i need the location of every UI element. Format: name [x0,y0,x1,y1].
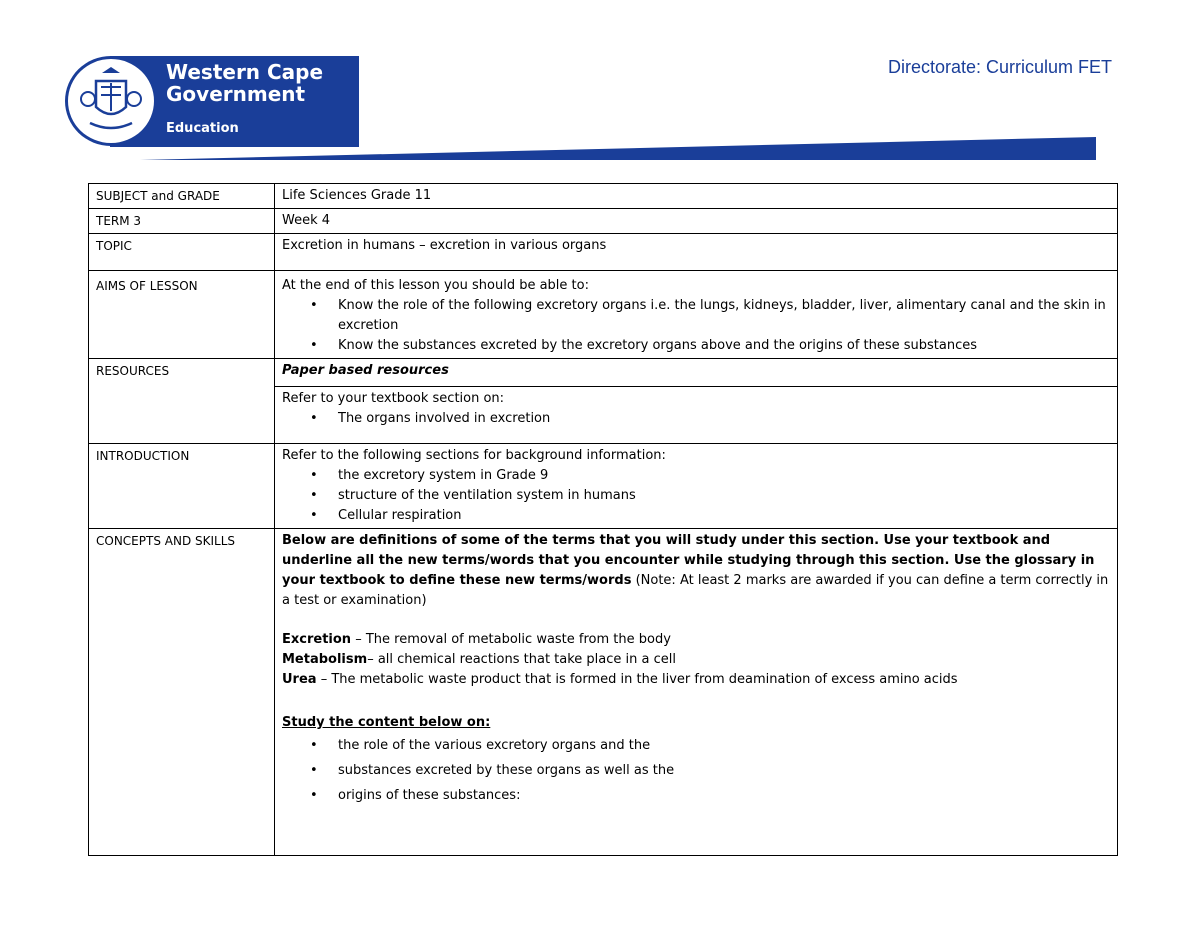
study-heading: Study the content below on: [282,715,491,730]
topic-value: Excretion in humans – excretion in various organs [275,234,1118,271]
definition-text: – The removal of metabolic waste from the body [351,632,671,647]
list-item: • Know the substances excreted by the excretory organs above and the origins of these substances [338,336,1110,356]
definition-item [282,630,1110,650]
definition-term: Metabolism [282,652,368,667]
table-row [89,184,1118,209]
list-item: • origins of these substances: [338,783,1110,808]
definition-text: – all chemical reactions that take place in a cell [367,652,676,667]
aims-label: AIMS OF LESSON [89,271,275,359]
list-item: • substances excreted by these organs as well as the [338,758,1110,783]
introduction-list [282,466,1110,526]
study-heading-wrap [282,713,1110,733]
introduction-label: INTRODUCTION [89,444,275,529]
list-item: • structure of the ventilation system in humans [338,486,1110,506]
logo-title [166,61,323,105]
topic-label: TOPIC [89,234,275,271]
resources-cell [275,387,1118,444]
subject-label: SUBJECT and GRADE [89,184,275,209]
term-value: Week 4 [275,209,1118,234]
aims-list [282,296,1110,356]
definition-item [282,650,1110,670]
table-row [89,234,1118,271]
introduction-intro: Refer to the following sections for background information: [282,448,666,463]
definition-term: Excretion [282,632,352,647]
term-label: TERM 3 [89,209,275,234]
lesson-plan-table [88,183,1118,856]
definition-item [282,670,1110,690]
table-row [89,444,1118,529]
resources-label: RESOURCES [89,359,275,444]
concepts-paragraph-note: (Note: At least 2 marks are awarded if you can define a term correctly in a test or examination) [282,573,1109,608]
concepts-paragraph-bold: Below are definitions of some of the terms that you will study under this section. Use your textbook and underline all the new terms/words that you encounter while studying through this section. Use the glossary in your textbook to define these new terms/words [282,533,1095,588]
table-row [89,529,1118,856]
header-swoosh [140,134,1100,164]
logo-title-line2: Government [166,82,306,106]
table-row [89,359,1118,387]
resources-intro: Refer to your textbook section on: [282,391,505,406]
introduction-cell [275,444,1118,529]
directorate-label: Directorate: Curriculum FET [887,57,1112,77]
list-item: • the role of the various excretory organs and the [338,733,1110,758]
list-item: • the excretory system in Grade 9 [338,466,1110,486]
list-item: • Cellular respiration [338,506,1110,526]
table-row [89,271,1118,359]
resources-list [282,409,1110,429]
resources-heading: Paper based resources [282,363,449,378]
definition-term: Urea [282,672,317,687]
concepts-cell [275,529,1118,856]
coat-of-arms-icon [65,56,157,146]
study-list [282,733,1110,808]
logo-subtitle: Education [166,121,239,136]
aims-cell [275,271,1118,359]
definition-text: – The metabolic waste product that is formed in the liver from deamination of excess amino acids [316,672,958,687]
concepts-paragraph [282,531,1110,611]
list-item: • The organs involved in excretion [338,409,1110,429]
resources-heading-cell [275,359,1118,387]
aims-intro: At the end of this lesson you should be able to: [282,278,589,293]
table-row [89,209,1118,234]
subject-value: Life Sciences Grade 11 [275,184,1118,209]
concepts-label: CONCEPTS AND SKILLS [89,529,275,856]
list-item: • Know the role of the following excretory organs i.e. the lungs, kidneys, bladder, liver, alimentary canal and the skin in excretion [338,296,1110,336]
logo-title-line1: Western Cape [166,60,324,84]
